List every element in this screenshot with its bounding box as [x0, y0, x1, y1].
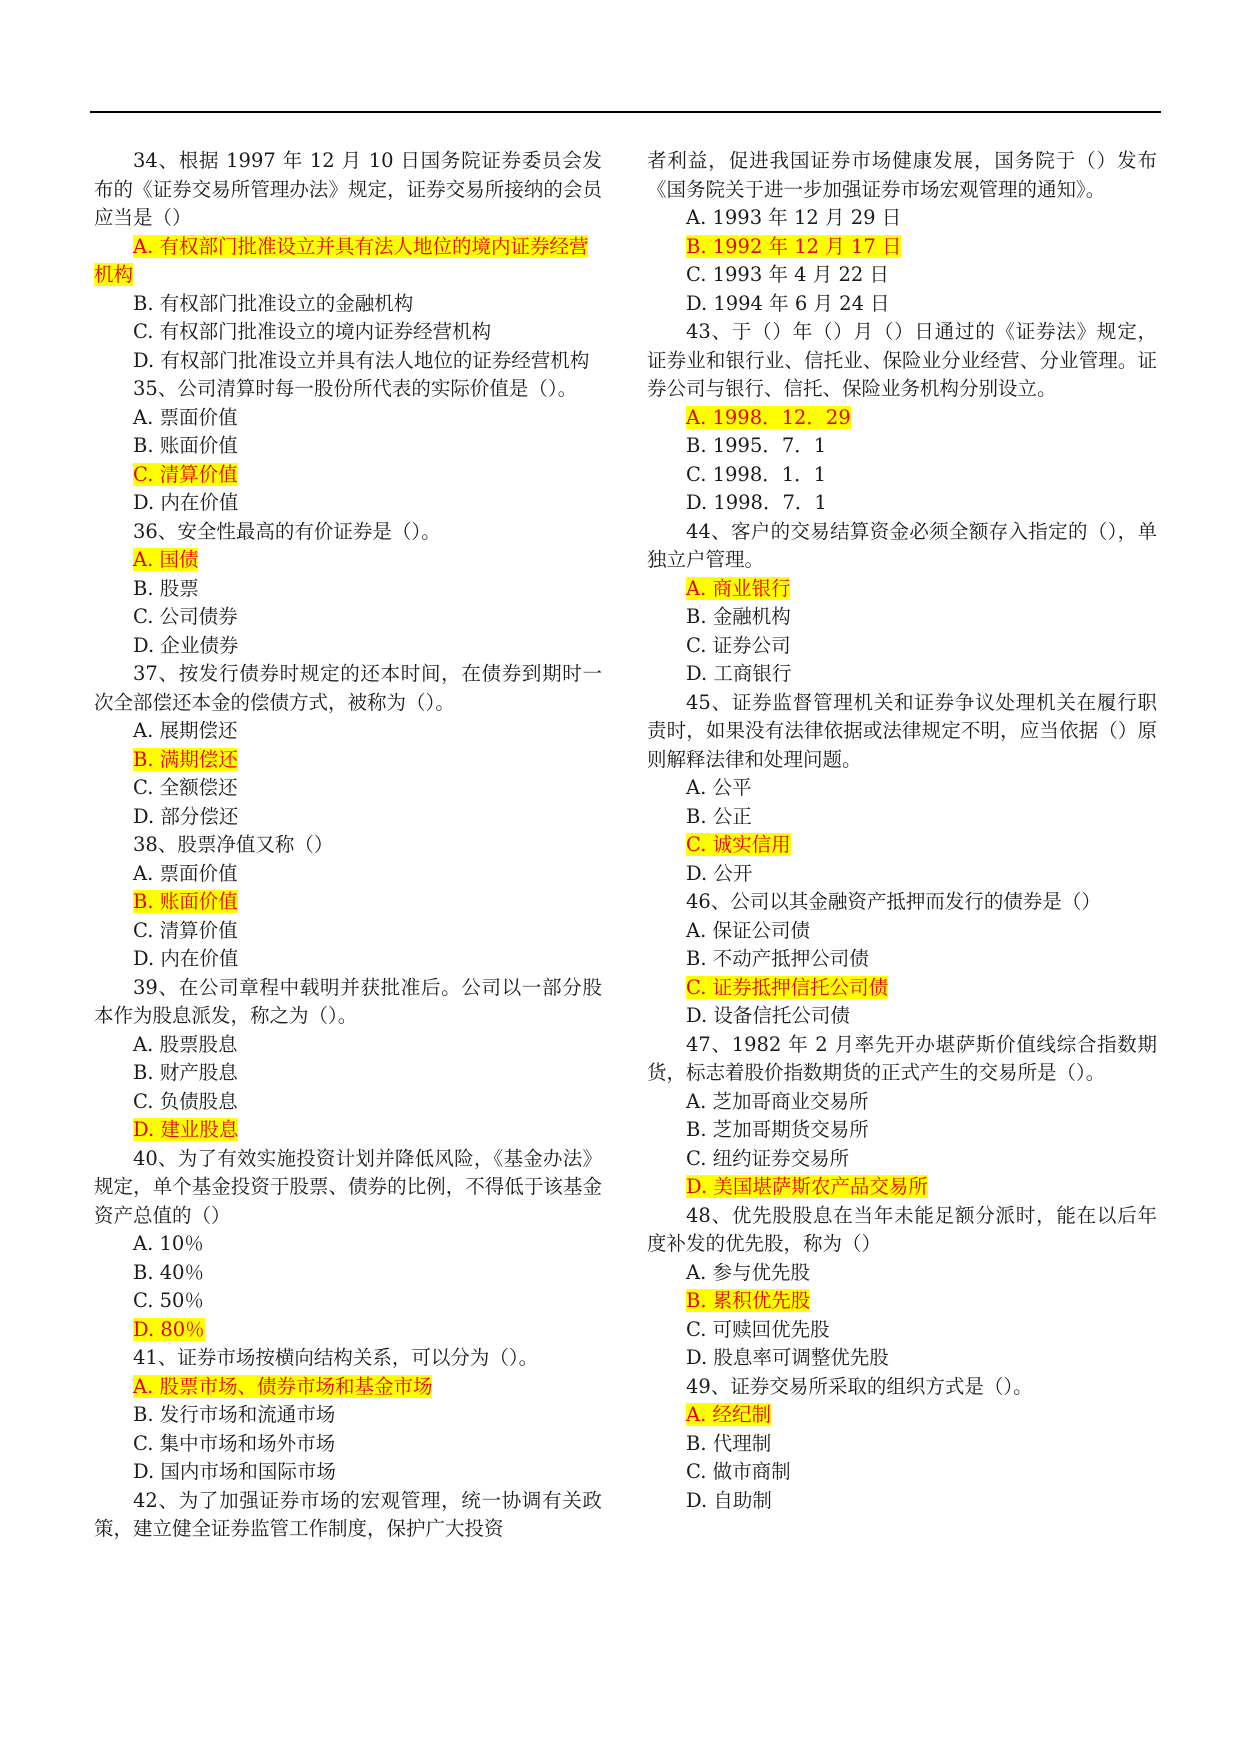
answer-highlight: A. 股票市场、债券市场和基金市场 [133, 1374, 433, 1398]
option-48-d: D. 股息率可调整优先股 [686, 1346, 889, 1369]
option-37-c: C. 全额偿还 [133, 776, 238, 799]
question-38: 38、股票净值又称（） [133, 833, 334, 856]
right-column [647, 147, 1157, 1515]
option-40-d [94, 1316, 602, 1345]
option-40-c: C. 50％ [133, 1289, 204, 1312]
option-37-d: D. 部分偿还 [133, 804, 239, 828]
option-43-b: B. 1995．7．1 [686, 434, 827, 457]
option-40-b: B. 40％ [133, 1260, 205, 1284]
answer-highlight: C. 证券抵押信托公司债 [686, 975, 889, 999]
option-49-c: C. 做市商制 [686, 1460, 791, 1483]
option-35-c [94, 461, 602, 490]
option-48-c: C. 可赎回优先股 [686, 1317, 830, 1341]
answer-highlight: C. 清算价值 [133, 462, 238, 486]
option-49-d: D. 自助制 [686, 1488, 772, 1512]
option-39-a: A. 股票股息 [133, 1032, 238, 1056]
answer-highlight: C. 诚实信用 [686, 833, 791, 856]
header-rule [90, 111, 1161, 113]
option-43-c: C. 1998．1．1 [686, 462, 827, 486]
question-45: 45、证券监督管理机关和证券争议处理机关在履行职责时，如果没有法律依据或法律规定不明，应当依据（）原则解释法律和处理问题。 [647, 690, 1157, 771]
option-38-d: D. 内在价值 [133, 947, 239, 970]
option-44-d: D. 工商银行 [686, 662, 792, 685]
question-47: 47、1982 年 2 月率先开办堪萨斯价值线综合指数期货，标志着股价指数期货的正式产生的交易所是（）。 [647, 1032, 1157, 1084]
answer-highlight: A. 经纪制 [686, 1403, 771, 1426]
question-34: 34、根据 1997 年 12 月 10 日国务院证券委员会发布的《证券交易所管理办法》规定，证券交易所接纳的会员应当是（） [94, 149, 602, 229]
option-36-d: D. 企业债券 [133, 633, 239, 657]
option-38-c: C. 清算价值 [133, 918, 238, 942]
option-48-b [647, 1287, 1157, 1316]
option-47-a: A. 芝加哥商业交易所 [686, 1089, 869, 1113]
question-42: 42、为了加强证券市场的宏观管理，统一协调有关政策，建立健全证券监管工作制度，保护广大投资 [94, 1488, 602, 1540]
option-44-b: B. 金融机构 [686, 605, 791, 628]
option-43-d: D. 1998．7．1 [686, 491, 827, 514]
option-42-d: D. 1994 年 6 月 24 日 [686, 291, 890, 315]
option-41-d: D. 国内市场和国际市场 [133, 1460, 336, 1483]
option-39-b: B. 财产股息 [133, 1061, 238, 1084]
option-38-b [94, 888, 602, 917]
option-49-b: B. 代理制 [686, 1431, 772, 1455]
question-49: 49、证券交易所采取的组织方式是（）。 [686, 1374, 1033, 1398]
question-43: 43、于（）年（）月（）日通过的《证券法》规定，证券业和银行业、信托业、保险业分业经营、分业管理。证券公司与银行、信托、保险业务机构分别设立。 [647, 320, 1157, 400]
answer-highlight: B. 1992 年 12 月 17 日 [686, 234, 902, 258]
option-47-c: C. 纽约证券交易所 [686, 1146, 850, 1170]
option-45-a: A. 公平 [686, 776, 752, 799]
option-49-a [647, 1401, 1157, 1430]
option-36-b: B. 股票 [133, 576, 199, 600]
answer-highlight: B. 账面价值 [133, 890, 238, 913]
option-44-a [647, 575, 1157, 604]
option-34-c: C. 有权部门批准设立的境内证券经营机构 [133, 320, 492, 343]
question-37: 37、按发行债券时规定的还本时间，在债券到期时一次全部偿还本金的偿债方式，被称为（）。 [94, 662, 602, 714]
option-45-d: D. 公开 [686, 861, 753, 885]
option-39-c: C. 负债股息 [133, 1089, 238, 1113]
option-48-a: A. 参与优先股 [686, 1260, 810, 1284]
question-35: 35、公司清算时每一股份所代表的实际价值是（）。 [133, 377, 578, 400]
answer-highlight: B. 满期偿还 [133, 747, 238, 771]
question-36: 36、安全性最高的有价证券是（）。 [133, 519, 441, 543]
option-38-a: A. 票面价值 [133, 861, 238, 885]
question-39: 39、在公司章程中载明并获批准后。公司以一部分股本作为股息派发，称之为（）。 [94, 975, 602, 1027]
option-35-a: A. 票面价值 [133, 405, 238, 429]
option-39-d [94, 1116, 602, 1145]
question-41: 41、证券市场按横向结构关系，可以分为（）。 [133, 1346, 539, 1369]
option-35-b: B. 账面价值 [133, 434, 238, 457]
question-46: 46、公司以其金融资产抵押而发行的债券是（） [686, 890, 1101, 913]
option-45-c [647, 831, 1157, 860]
option-34-d: D. 有权部门批准设立并具有法人地位的证券经营机构 [133, 348, 590, 372]
answer-highlight: A. 有权部门批准设立并具有法人地位的境内证券经营机构 [94, 234, 589, 286]
option-47-b: B. 芝加哥期货交易所 [686, 1118, 869, 1141]
answer-highlight: A. 国债 [133, 548, 199, 571]
option-42-b [647, 233, 1157, 262]
option-46-a: A. 保证公司债 [686, 918, 810, 942]
answer-highlight: D. 美国堪萨斯农产品交易所 [686, 1175, 928, 1198]
answer-highlight: A. 1998．12．29 [686, 405, 851, 429]
option-46-b: B. 不动产抵押公司债 [686, 947, 869, 970]
option-45-b: B. 公正 [686, 804, 752, 828]
option-47-d [647, 1173, 1157, 1202]
question-42-continued: 者利益，促进我国证券市场健康发展，国务院于（）发布《国务院关于进一步加强证券市场宏观管理的通知》。 [647, 149, 1157, 201]
option-42-c: C. 1993 年 4 月 22 日 [686, 263, 889, 286]
question-40: 40、为了有效实施投资计划并降低风险，《基金办法》规定，单个基金投资于股票、债券的比例，不得低于该基金资产总值的（） [94, 1146, 602, 1227]
option-41-a [94, 1373, 602, 1402]
option-34-a [94, 233, 602, 290]
question-44: 44、客户的交易结算资金必须全额存入指定的（），单独立户管理。 [647, 519, 1157, 571]
answer-highlight: D. 建业股息 [133, 1118, 239, 1141]
option-36-a [94, 546, 602, 575]
option-37-b [94, 746, 602, 775]
answer-highlight: D. 80％ [133, 1317, 205, 1341]
option-35-d: D. 内在价值 [133, 491, 239, 514]
option-46-d: D. 设备信托公司债 [686, 1004, 850, 1027]
answer-highlight: B. 累积优先股 [686, 1289, 811, 1312]
option-41-c: C. 集中市场和场外市场 [133, 1431, 336, 1455]
option-37-a: A. 展期偿还 [133, 719, 238, 742]
answer-highlight: A. 商业银行 [686, 576, 791, 600]
option-44-c: C. 证券公司 [686, 633, 791, 657]
option-42-a: A. 1993 年 12 月 29 日 [686, 206, 902, 229]
question-48: 48、优先股股息在当年未能足额分派时，能在以后年度补发的优先股，称为（） [647, 1203, 1157, 1255]
option-34-b: B. 有权部门批准设立的金融机构 [133, 291, 414, 315]
option-41-b: B. 发行市场和流通市场 [133, 1403, 336, 1426]
option-36-c: C. 公司债券 [133, 605, 238, 628]
option-40-a: A. 10％ [133, 1232, 204, 1255]
option-46-c [647, 974, 1157, 1003]
left-column [94, 147, 602, 1544]
option-43-a [647, 404, 1157, 433]
